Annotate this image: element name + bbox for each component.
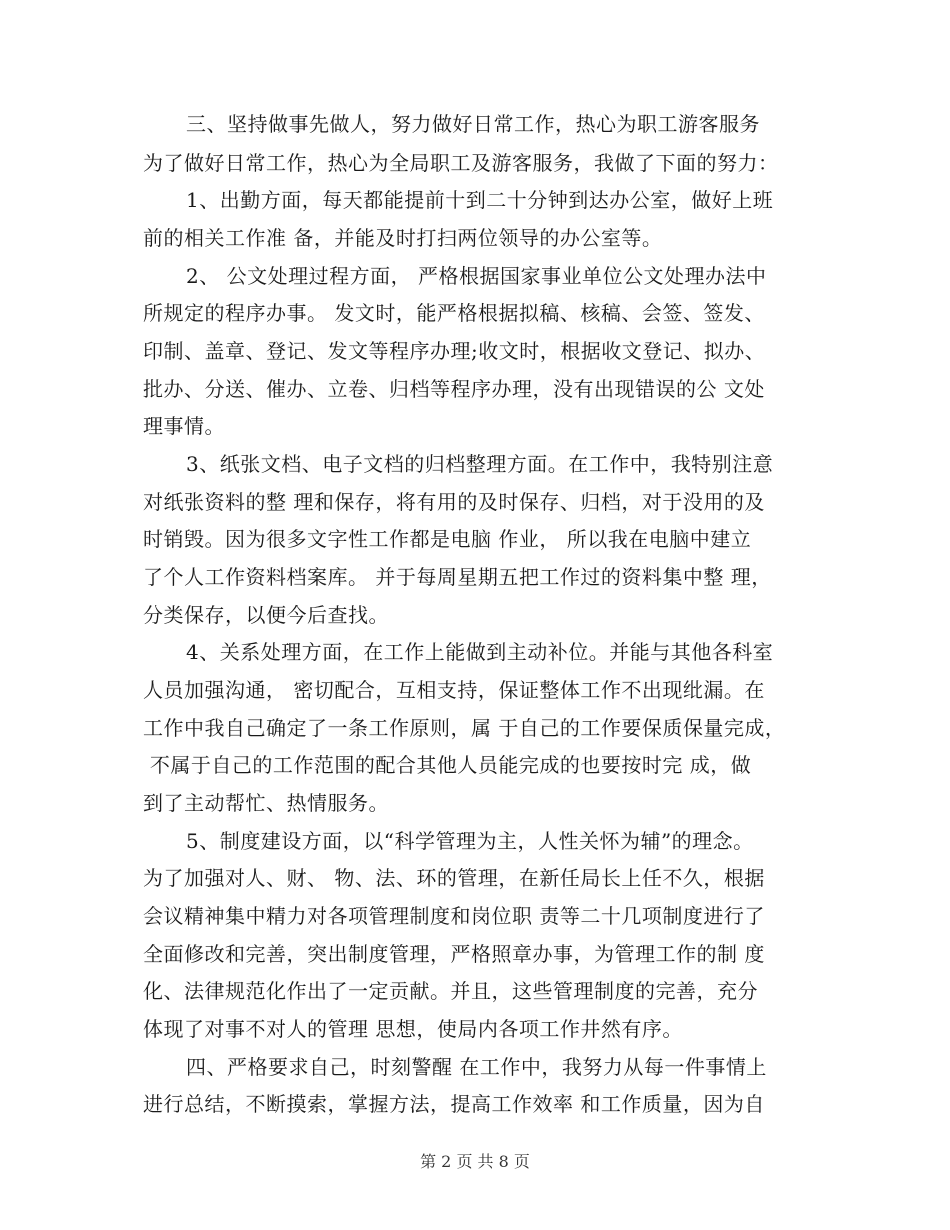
text-line: 对纸张资料的整 理和保存，将有用的及时保存、归档，对于没用的及 — [143, 490, 765, 514]
text-line: 了个人工作资料档案库。 并于每周星期五把工作过的资料集中整 理， — [143, 565, 772, 589]
text-line: 不属于自己的工作范围的配合其他人员能完成的也要按时完 成，做 — [143, 753, 752, 777]
text-line: 1、出勤方面，每天都能提前十到二十分钟到达办公室，做好上班 — [186, 188, 774, 212]
text-line: 工作中我自己确定了一条工作原则，属 于自己的工作要保质保量完成， — [143, 716, 786, 740]
text-line: 化、法律规范化作出了一定贡献。并且，这些管理制度的完善，充分 — [143, 979, 758, 1003]
text-line: 前的相关工作准 备，并能及时打扫两位领导的办公室等。 — [143, 226, 663, 250]
text-line: 会议精神集中精力对各项管理制度和岗位职 责等二十几项制度进行了 — [143, 904, 765, 928]
text-line: 2、 公文处理过程方面， 严格根据国家事业单位公文处理办法中 — [186, 264, 767, 288]
text-line: 为了做好日常工作，热心为全局职工及游客服务，我做了下面的努力： — [143, 151, 779, 175]
text-line: 印制、盖章、登记、发文等程序办理;收文时，根据收文登记、拟办、 — [143, 339, 766, 363]
text-line: 时销毁。因为很多文字性工作都是电脑 作业， 所以我在电脑中建立 — [143, 527, 752, 551]
page-number-footer: 第 2 页 共 8 页 — [420, 1152, 530, 1171]
text-line: 体现了对事不对人的管理 思想，使局内各项工作井然有序。 — [143, 1017, 683, 1041]
text-line: 三、坚持做事先做人，努力做好日常工作，热心为职工游客服务 — [186, 112, 760, 136]
text-line: 4、关系处理方面，在工作上能做到主动补位。并能与其他各科室 — [186, 640, 774, 664]
text-line: 全面修改和完善，突出制度管理，严格照章办事，为管理工作的制 度 — [143, 942, 765, 966]
text-line: 进行总结，不断摸索，掌握方法，提高工作效率 和工作质量，因为自 — [143, 1092, 765, 1116]
text-line: 人员加强沟通， 密切配合，互相支持，保证整体工作不出现纰漏。在 — [143, 678, 765, 702]
text-line: 5、制度建设方面，以“科学管理为主，人性关怀为辅”的理念。 — [186, 829, 754, 853]
text-line: 理事情。 — [143, 414, 225, 438]
text-line: 批办、分送、催办、立卷、归档等程序办理，没有出现错误的公 文处 — [143, 377, 765, 401]
text-line: 为了加强对人、财、 物、法、环的管理，在新任局长上任不久，根据 — [143, 866, 765, 890]
text-line: 分类保存，以便今后查找。 — [143, 603, 389, 627]
text-line: 四、严格要求自己，时刻警醒 在工作中，我努力从每一件事情上 — [186, 1055, 767, 1079]
text-line: 所规定的程序办事。 发文时，能严格根据拟稿、核稿、会签、签发、 — [143, 301, 765, 325]
text-line: 到了主动帮忙、热情服务。 — [143, 791, 389, 815]
text-line: 3、纸张文档、电子文档的归档整理方面。在工作中，我特别注意 — [186, 452, 774, 476]
